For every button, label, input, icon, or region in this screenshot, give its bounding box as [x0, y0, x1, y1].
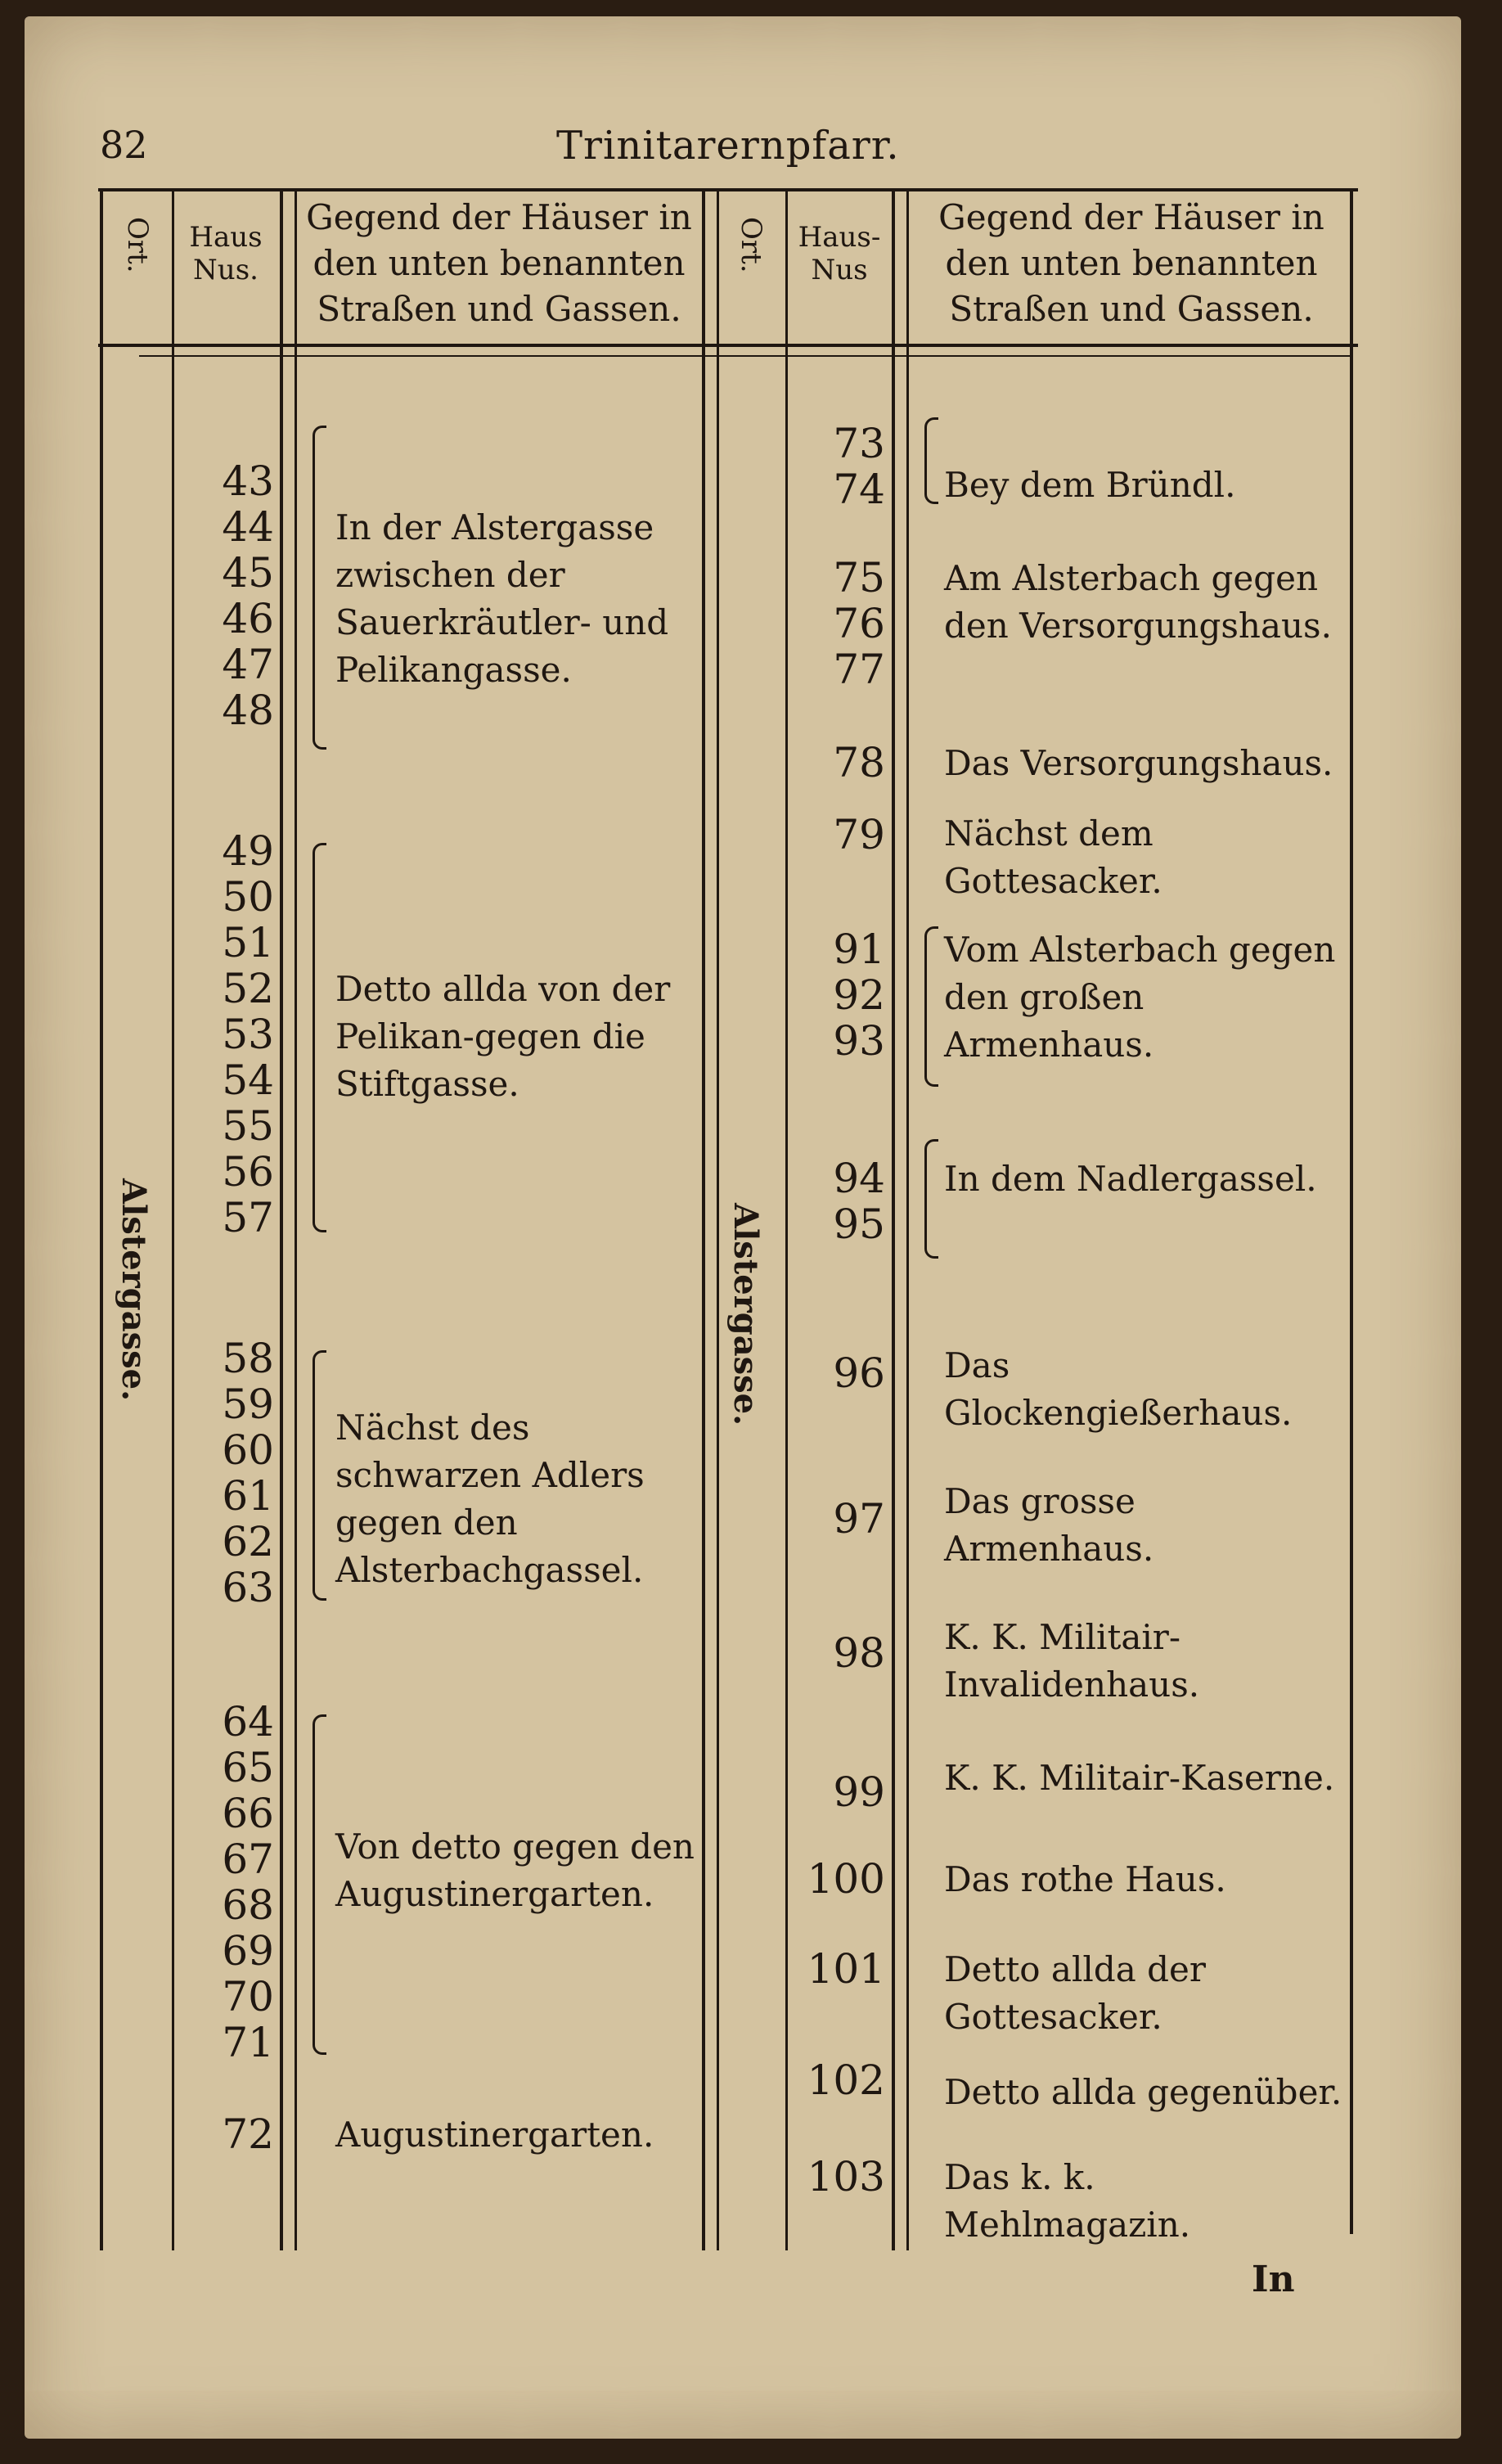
house-number: 59 — [222, 1381, 274, 1428]
house-number: 62 — [222, 1518, 274, 1565]
house-number: 55 — [222, 1102, 274, 1150]
house-number: 92 — [833, 971, 885, 1019]
house-number: 54 — [222, 1056, 274, 1104]
house-number: 73 — [833, 420, 885, 467]
location-description: Das grosse Armenhaus. — [944, 1481, 1154, 1569]
house-number: 44 — [222, 503, 274, 551]
location-description: Das Versorgungshaus. — [944, 743, 1333, 783]
house-number: 75 — [833, 554, 885, 601]
house-number: 74 — [833, 466, 885, 513]
house-number: 70 — [222, 1973, 274, 2020]
running-title: Trinitarernpfarr. — [556, 123, 900, 169]
house-number: 101 — [807, 1945, 885, 1993]
house-number: 94 — [833, 1155, 885, 1202]
house-number: 69 — [222, 1927, 274, 1975]
header-bottom-rule — [98, 344, 1358, 347]
house-number: 43 — [222, 457, 274, 505]
house-number: 103 — [807, 2153, 885, 2200]
house-number: 45 — [222, 549, 274, 597]
house-number: 77 — [833, 646, 885, 693]
left-header-gegend: Gegend der Häuser in den unten benannten Straßen und Gassen. — [306, 197, 692, 329]
house-number: 71 — [222, 2019, 274, 2066]
catchword: In — [1252, 2259, 1295, 2300]
house-number: 93 — [833, 1017, 885, 1065]
location-description: K. K. Militair-Kaserne. — [944, 1758, 1335, 1798]
house-number: 76 — [833, 600, 885, 647]
right-nus-divider — [892, 188, 895, 2250]
house-number: 46 — [222, 595, 274, 642]
house-number: 47 — [222, 641, 274, 688]
brace-bracket — [313, 1714, 326, 2055]
house-number: 58 — [222, 1335, 274, 1382]
house-number: 98 — [833, 1629, 885, 1677]
right-header-haus-nus: Haus- Nus — [798, 221, 881, 286]
location-description: Am Alsterbach gegen den Versorgungshaus. — [944, 558, 1332, 646]
house-number: 96 — [833, 1349, 885, 1397]
left-street-name: Alstergasse. — [115, 1178, 153, 1402]
house-number: 52 — [222, 965, 274, 1012]
house-number: 50 — [222, 873, 274, 921]
location-description: Augustinergarten. — [335, 2115, 654, 2155]
right-header-gegend: Gegend der Häuser in den unten benannten Straßen und Gassen. — [938, 197, 1324, 329]
house-number: 53 — [222, 1011, 274, 1058]
house-number: 57 — [222, 1194, 274, 1241]
left-nus-divider-2 — [295, 188, 297, 2250]
brace-bracket — [924, 1139, 938, 1259]
house-number: 64 — [222, 1698, 274, 1746]
location-description: Vom Alsterbach gegen den großen Armenhaus. — [944, 930, 1336, 1065]
book-page — [25, 16, 1461, 2439]
location-description: Detto allda von der Pelikan-gegen die Stiftgasse. — [335, 969, 671, 1104]
house-number: 68 — [222, 1881, 274, 1929]
center-divider — [702, 188, 705, 2250]
table-top-rule — [98, 188, 1358, 191]
house-number: 66 — [222, 1790, 274, 1837]
house-number: 100 — [807, 1855, 885, 1903]
frame-right — [1350, 188, 1353, 2234]
right-street-name: Alstergasse. — [726, 1203, 765, 1426]
house-number: 102 — [807, 2056, 885, 2104]
center-divider-2 — [717, 188, 719, 2250]
house-number: 95 — [833, 1200, 885, 1248]
location-description: K. K. Militair-Invalidenhaus. — [944, 1617, 1200, 1705]
house-number: 63 — [222, 1564, 274, 1611]
house-number: 99 — [833, 1768, 885, 1816]
location-description: Detto allda der Gottesacker. — [944, 1949, 1206, 2037]
house-number: 79 — [833, 811, 885, 858]
location-description: Das k. k. Mehlmagazin. — [944, 2157, 1191, 2245]
brace-bracket — [313, 1350, 326, 1601]
brace-bracket — [313, 843, 326, 1232]
left-nus-divider — [280, 188, 283, 2250]
location-description: Von detto gegen den Augustinergarten. — [335, 1827, 695, 1914]
location-description: In der Alstergasse zwischen der Sauerkräutler- und Pelikangasse. — [335, 507, 669, 690]
location-description: Das rothe Haus. — [944, 1859, 1226, 1899]
location-description: Nächst des schwarzen Adlers gegen den Alsterbachgassel. — [335, 1408, 645, 1590]
header-bottom-rule-thin — [139, 355, 1350, 357]
page-number: 82 — [100, 123, 148, 167]
house-number: 56 — [222, 1148, 274, 1196]
house-number: 61 — [222, 1472, 274, 1520]
house-number: 60 — [222, 1426, 274, 1474]
left-ort-divider — [172, 188, 174, 2250]
frame-left — [100, 188, 103, 2250]
location-description: Das Glockengießerhaus. — [944, 1345, 1293, 1433]
house-number: 67 — [222, 1836, 274, 1883]
house-number: 49 — [222, 827, 274, 875]
right-header-ort: Ort. — [735, 217, 767, 273]
house-number: 48 — [222, 687, 274, 734]
house-number: 78 — [833, 739, 885, 786]
location-description: Bey dem Bründl. — [944, 465, 1236, 505]
location-description: In dem Nadlergassel. — [944, 1159, 1317, 1199]
house-number: 97 — [833, 1495, 885, 1543]
house-number: 65 — [222, 1744, 274, 1791]
brace-bracket — [313, 426, 326, 750]
location-description: Detto allda gegenüber. — [944, 2072, 1342, 2112]
right-ort-divider — [785, 188, 788, 2250]
left-header-haus-nus: Haus Nus. — [189, 221, 263, 286]
brace-bracket — [924, 926, 938, 1087]
house-number: 91 — [833, 926, 885, 973]
location-description: Nächst dem Gottesacker. — [944, 813, 1162, 901]
brace-bracket — [924, 417, 938, 504]
house-number: 51 — [222, 919, 274, 966]
left-header-ort: Ort. — [121, 217, 154, 273]
right-nus-divider-2 — [906, 188, 909, 2250]
house-number: 72 — [222, 2110, 274, 2158]
